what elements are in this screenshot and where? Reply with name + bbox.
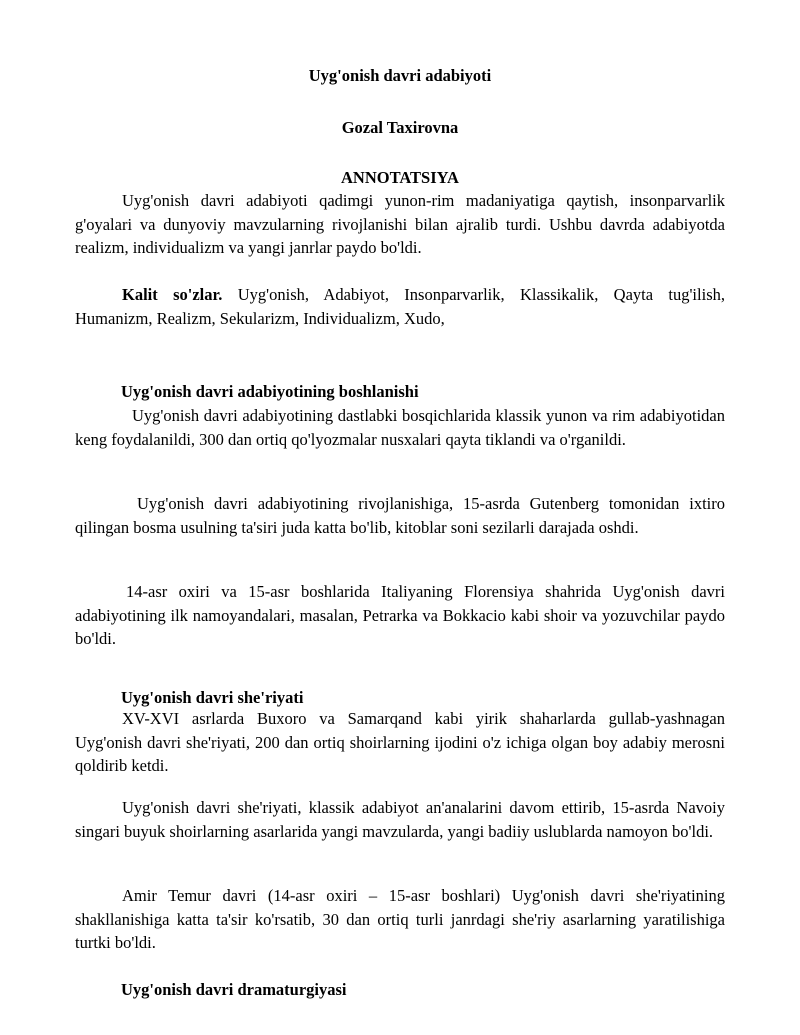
section-paragraph: Amir Temur davri (14-asr oxiri – 15-asr boshlari) Uyg'onish davri she'riyatining shakllanishiga katta ta'sir ko'rsatib, 30 dan ortiq turli janrdagi she'riy asarlarning yaratilishiga turtki bo'ldi.	[75, 886, 725, 952]
section-heading: Uyg'onish davri she'riyati	[121, 688, 304, 707]
section-paragraph: Uyg'onish davri adabiyotining dastlabki bosqichlarida klassik yunon va rim adabiyotidan keng foydalanildi, 300 dan ortiq qo'lyozmalar nusxalari qayta tiklandi va o'rganildi.	[75, 406, 725, 449]
section-paragraph: 14-asr oxiri va 15-asr boshlarida Italiyaning Florensiya shahrida Uyg'onish davri adabiyotining ilk namoyandalari, masalan, Petrarka va Bokkacio kabi shoir va yozuvchilar paydo bo'ldi.	[75, 582, 725, 648]
section-paragraph: XV-XVI asrlarda Buxoro va Samarqand kabi yirik shaharlarda gullab-yashnagan Uyg'onish davri she'riyati, 200 dan ortiq shoirlarning ijodini o'z ichiga olgan boy adabiy merosni qoldirib ketdi.	[75, 709, 725, 775]
keywords-paragraph	[75, 283, 725, 330]
section-paragraph: Uyg'onish davri she'riyati, klassik adabiyot an'analarini davom ettirib, 15-asrda Navoiy singari buyuk shoirlarning asarlarida yangi mavzularda, yangi badiiy uslublarda namoyon bo'ldi.	[75, 798, 725, 841]
section-heading: Uyg'onish davri adabiyotining boshlanishi	[121, 382, 419, 401]
keywords-list: Uyg'onish, Adabiyot, Insonparvarlik, Klassikalik, Qayta tug'ilish, Humanizm, Realizm, Sekularizm, Individualizm, Xudo,	[75, 285, 725, 328]
annotation-heading: ANNOTATSIYA	[341, 168, 459, 187]
section-paragraph: Uyg'onish davri adabiyotining rivojlanishiga, 15-asrda Gutenberg tomonidan ixtiro qilingan bosma usulning ta'siri juda katta bo'lib, kitoblar soni sezilarli darajada oshdi.	[75, 494, 725, 537]
keywords-label: Kalit so'zlar.	[122, 285, 223, 304]
annotation-paragraph: Uyg'onish davri adabiyoti qadimgi yunon-rim madaniyatiga qaytish, insonparvarlik g'oyalari va dunyoviy mavzularning rivojlanishi bilan ajralib turdi. Ushbu davrda adabiyotda realizm, individualizm va yangi janrlar paydo bo'ldi.	[75, 191, 725, 257]
document-title: Uyg'onish davri adabiyoti	[308, 66, 492, 85]
section-heading: Uyg'onish davri dramaturgiyasi	[121, 980, 347, 999]
author-name: Gozal Taxirovna	[341, 118, 459, 137]
